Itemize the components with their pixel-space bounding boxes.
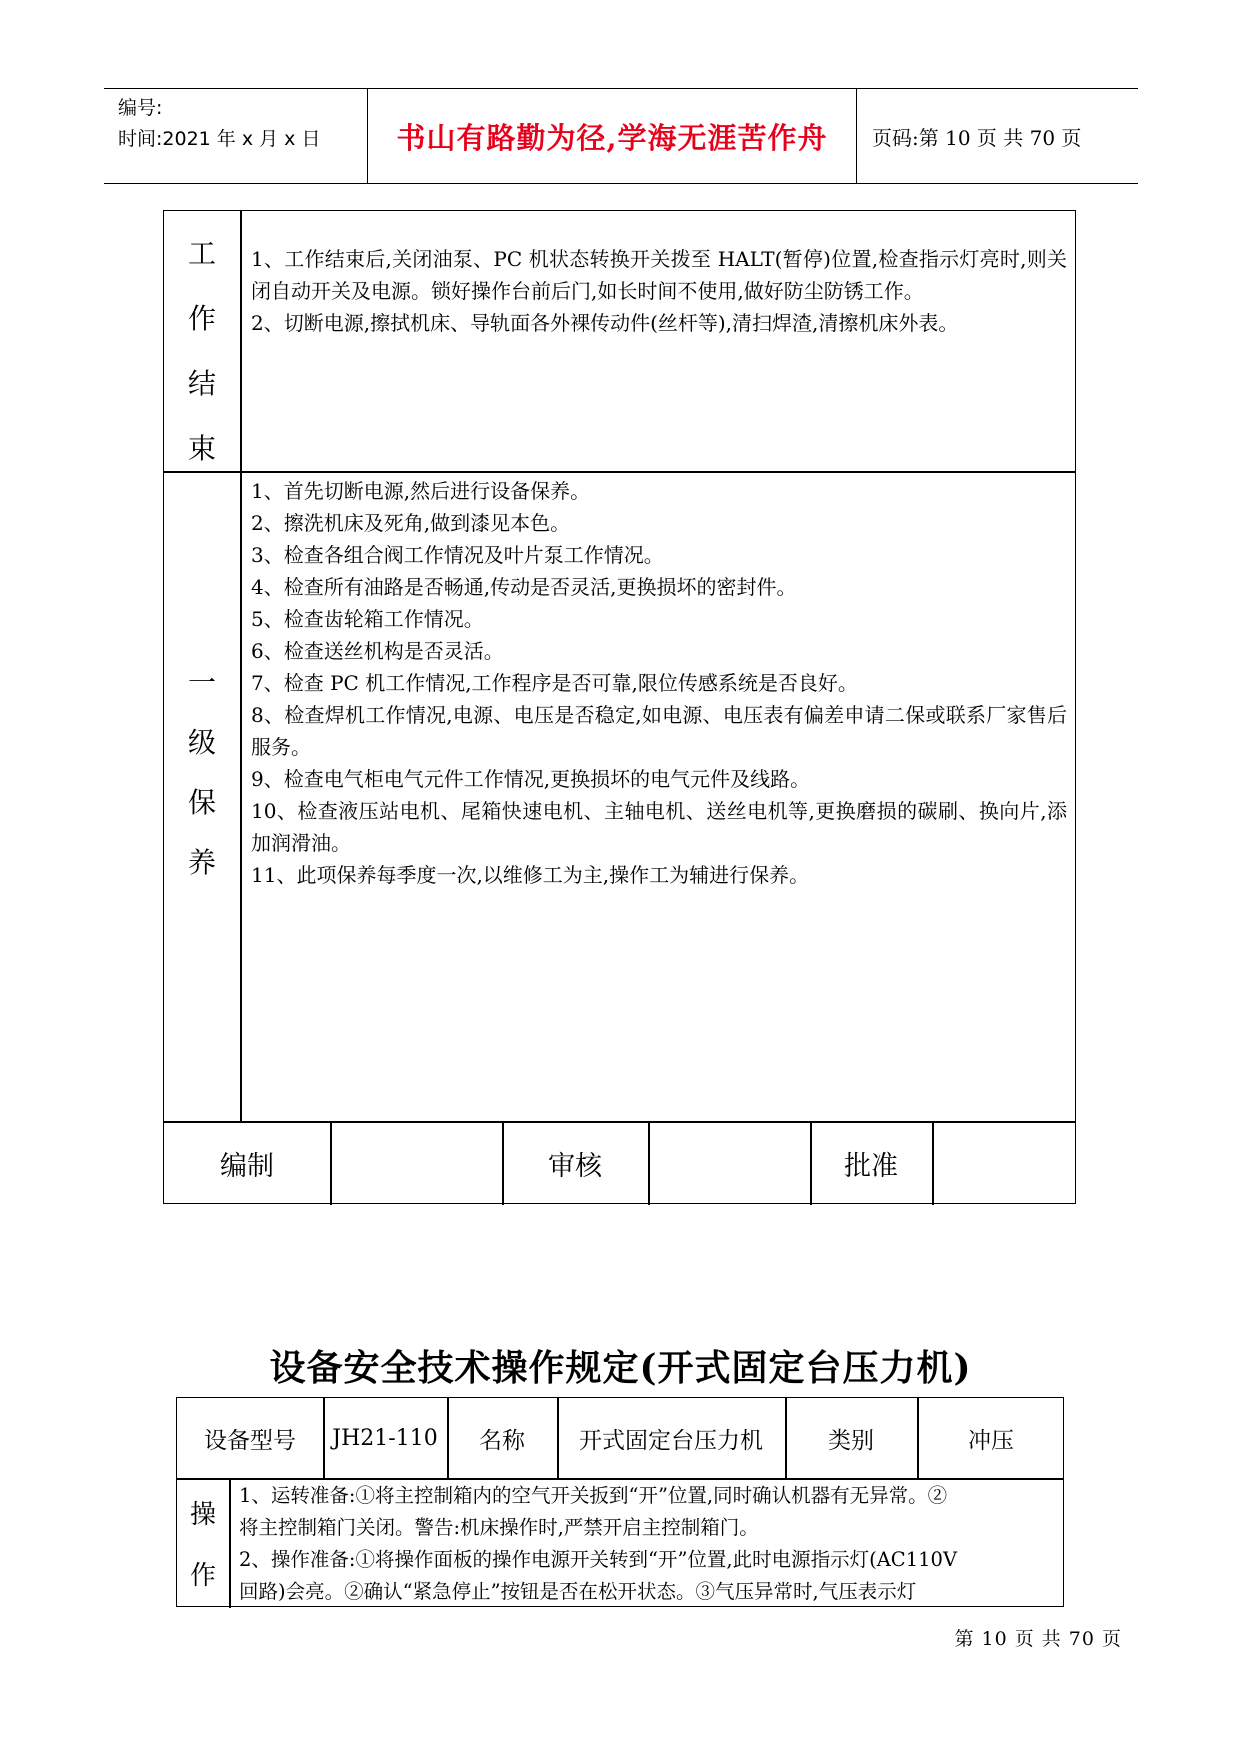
table-divider (229, 1478, 231, 1608)
operation-label (177, 1482, 229, 1604)
operation-line: 将主控制箱门关闭。警告:机床操作时,严禁开启主控制箱门。 (239, 1516, 759, 1539)
header-divider (856, 89, 857, 183)
level1-item: 9、检查电气柜电气元件工作情况,更换损坏的电气元件及线路。 (251, 767, 811, 791)
operation-label-char: 操 (189, 1500, 216, 1530)
category-label: 类别 (828, 1427, 874, 1454)
header-motto: 书山有路勤为径,学海无涯苦作舟 (396, 120, 828, 155)
level1-maintenance-label (164, 651, 240, 891)
name-value: 开式固定台压力机 (579, 1427, 763, 1454)
table-divider (240, 211, 242, 1121)
work-end-label-char: 作 (187, 301, 216, 335)
section-title: 设备安全技术操作规定(开式固定台压力机) (269, 1347, 972, 1389)
level1-item: 6、检查送丝机构是否灵活。 (251, 639, 504, 663)
name-label: 名称 (479, 1427, 525, 1454)
work-end-label (164, 211, 240, 487)
work-end-item: 1、工作结束后,关闭油泵、PC 机状态转换开关拨至 HALT(暂停)位置,检查指示灯亮时,则关闭自动开关及电源。锁好操作台前后门,如长时间不使用,做好防尘防锈工作。 (251, 247, 1067, 303)
level1-item: 4、检查所有油路是否畅通,传动是否灵活,更换损坏的密封件。 (251, 575, 797, 599)
operation-content (239, 1480, 1059, 1608)
operation-line: 2、操作准备:①将操作面板的操作电源开关转到“开”位置,此时电源指示灯(AC110V (239, 1548, 958, 1571)
review-label: 审核 (548, 1150, 602, 1182)
table-divider (932, 1121, 934, 1205)
approve-label: 批准 (844, 1150, 898, 1182)
compile-label: 编制 (220, 1150, 274, 1182)
page-header (104, 88, 1138, 184)
model-label: 设备型号 (204, 1427, 296, 1454)
work-end-content (251, 243, 1067, 339)
level1-item: 2、擦洗机床及死角,做到漆见本色。 (251, 511, 571, 535)
model-value: JH21-110 (332, 1425, 438, 1451)
level1-item: 3、检查各组合阀工作情况及叶片泵工作情况。 (251, 543, 664, 567)
work-end-item: 2、切断电源,擦拭机床、导轨面各外裸传动件(丝杆等),清扫焊渣,清擦机床外表。 (251, 311, 959, 335)
work-end-label-char: 束 (187, 431, 216, 465)
level1-label-char: 养 (187, 846, 216, 879)
document-number-label: 编号: (118, 97, 163, 119)
header-meta (118, 93, 366, 155)
operation-line: 回路)会亮。②确认“紧急停止”按钮是否在松开状态。③气压异常时,气压表示灯 (239, 1580, 917, 1603)
operation-label-char: 作 (189, 1561, 216, 1591)
maintenance-table (163, 210, 1076, 1204)
page-footer: 第 10 页 共 70 页 (954, 1628, 1122, 1650)
level1-item: 7、检查 PC 机工作情况,工作程序是否可靠,限位传感系统是否良好。 (251, 671, 858, 695)
header-page-number: 页码:第 10 页 共 70 页 (872, 125, 1082, 150)
table-divider (164, 471, 1075, 473)
level1-item: 5、检查齿轮箱工作情况。 (251, 607, 484, 631)
level1-item: 1、首先切断电源,然后进行设备保养。 (251, 479, 591, 503)
category-value: 冲压 (968, 1427, 1014, 1454)
level1-item: 11、此项保养每季度一次,以维修工为主,操作工为辅进行保养。 (251, 863, 810, 887)
table-divider (648, 1121, 650, 1205)
work-end-label-char: 工 (187, 236, 216, 270)
equipment-table (176, 1397, 1064, 1607)
table-divider (330, 1121, 332, 1205)
level1-item: 8、检查焊机工作情况,电源、电压是否稳定,如电源、电压表有偏差申请二保或联系厂家售后服务。 (251, 703, 1067, 759)
level1-label-char: 一 (187, 666, 216, 699)
level1-maintenance-content (251, 475, 1067, 891)
level1-item: 10、检查液压站电机、尾箱快速电机、主轴电机、送丝电机等,更换磨损的碳刷、换向片,添加润滑油。 (251, 799, 1067, 855)
operation-line: 1、运转准备:①将主控制箱内的空气开关扳到“开”位置,同时确认机器有无异常。② (239, 1484, 948, 1507)
level1-label-char: 保 (187, 786, 216, 819)
work-end-label-char: 结 (187, 366, 216, 400)
document-time-label: 时间:2021 年 x 月 x 日 (118, 128, 321, 150)
level1-label-char: 级 (187, 726, 216, 759)
